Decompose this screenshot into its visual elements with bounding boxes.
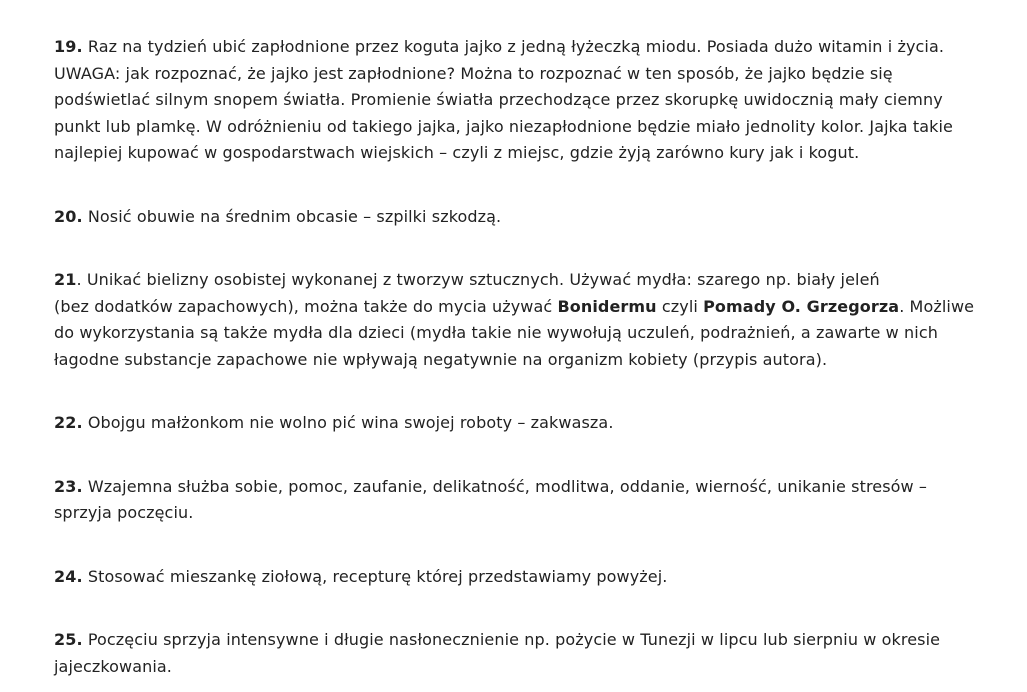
list-item-23 xyxy=(54,474,1014,527)
item-text-line: podświetlać silnym snopem światła. Promienie światła przechodzące przez skorupkę uwidocznią mały ciemny xyxy=(54,90,943,109)
list-item-20 xyxy=(54,204,1014,231)
list-item-19 xyxy=(54,34,1014,167)
item-text-line: do wykorzystania są także mydła dla dzieci (mydła takie nie wywołują uczuleń, podrażnień, a zawarte w nich xyxy=(54,323,938,342)
item-text-line: jajeczkowania. xyxy=(54,656,172,676)
item-text-segment: . Możliwe xyxy=(899,296,975,316)
item-number: 19. xyxy=(54,37,83,56)
item-number: 24. xyxy=(54,566,83,586)
item-text-line: punkt lub plamkę. W odróżnieniu od takiego jajka, jajko niezapłodnione będzie miało jednolity kolor. Jajka takie xyxy=(54,116,953,136)
list-item-25 xyxy=(54,627,1014,680)
item-text-line: łagodne substancje zapachowe nie wpływają negatywnie na organizm kobiety (przypis autora). xyxy=(54,349,828,369)
item-text-line: Poczęciu sprzyja intensywne i długie nasłonecznienie np. pożycie w Tunezji w lipcu lub sierpniu w okresie xyxy=(82,630,941,649)
item-text-line: Stosować mieszankę ziołową, recepturę której przedstawiamy powyżej. xyxy=(82,566,668,586)
item-text-line: Obojgu małżonkom nie wolno pić wina swojej roboty – zakwasza. xyxy=(82,413,614,432)
item-number: 22. xyxy=(54,413,83,432)
list-item-21 xyxy=(54,267,1014,373)
item-text-line: sprzyja poczęciu. xyxy=(54,503,194,522)
item-text-line: UWAGA: jak rozpoznać, że jajko jest zapłodnione? Można to rozpoznać w ten sposób, że jajko będzie się xyxy=(54,63,893,83)
item-number: 25. xyxy=(54,630,83,649)
item-text-line: Wzajemna służba sobie, pomoc, zaufanie, delikatność, modlitwa, oddanie, wierność, unikanie stresów – xyxy=(82,476,928,496)
item-text-line: najlepiej kupować w gospodarstwach wiejskich – czyli z miejsc, gdzie żyją zarówno kury jak i kogut. xyxy=(54,143,860,162)
item-text-segment: czyli xyxy=(656,296,704,316)
item-number: 21 xyxy=(54,270,77,289)
item-text-line: . Unikać bielizny osobistej wykonanej z tworzyw sztucznych. Używać mydła: szarego np. biały jeleń xyxy=(76,270,880,289)
item-number: 20. xyxy=(54,206,83,226)
list-item-22 xyxy=(54,410,1014,437)
item-text-segment: (bez dodatków zapachowych), można także do mycia używać xyxy=(54,296,558,316)
item-number: 23. xyxy=(54,476,83,496)
product-name-bonidermu: Bonidermu xyxy=(557,296,657,316)
item-text-line: Raz na tydzień ubić zapłodnione przez koguta jajko z jedną łyżeczką miodu. Posiada dużo witamin i życia. xyxy=(82,37,945,56)
list-item-24 xyxy=(54,564,1014,591)
product-name-pomada: Pomady O. Grzegorza xyxy=(703,296,900,316)
item-text-line: Nosić obuwie na średnim obcasie – szpilki szkodzą. xyxy=(82,206,502,226)
article-content xyxy=(54,34,1014,680)
